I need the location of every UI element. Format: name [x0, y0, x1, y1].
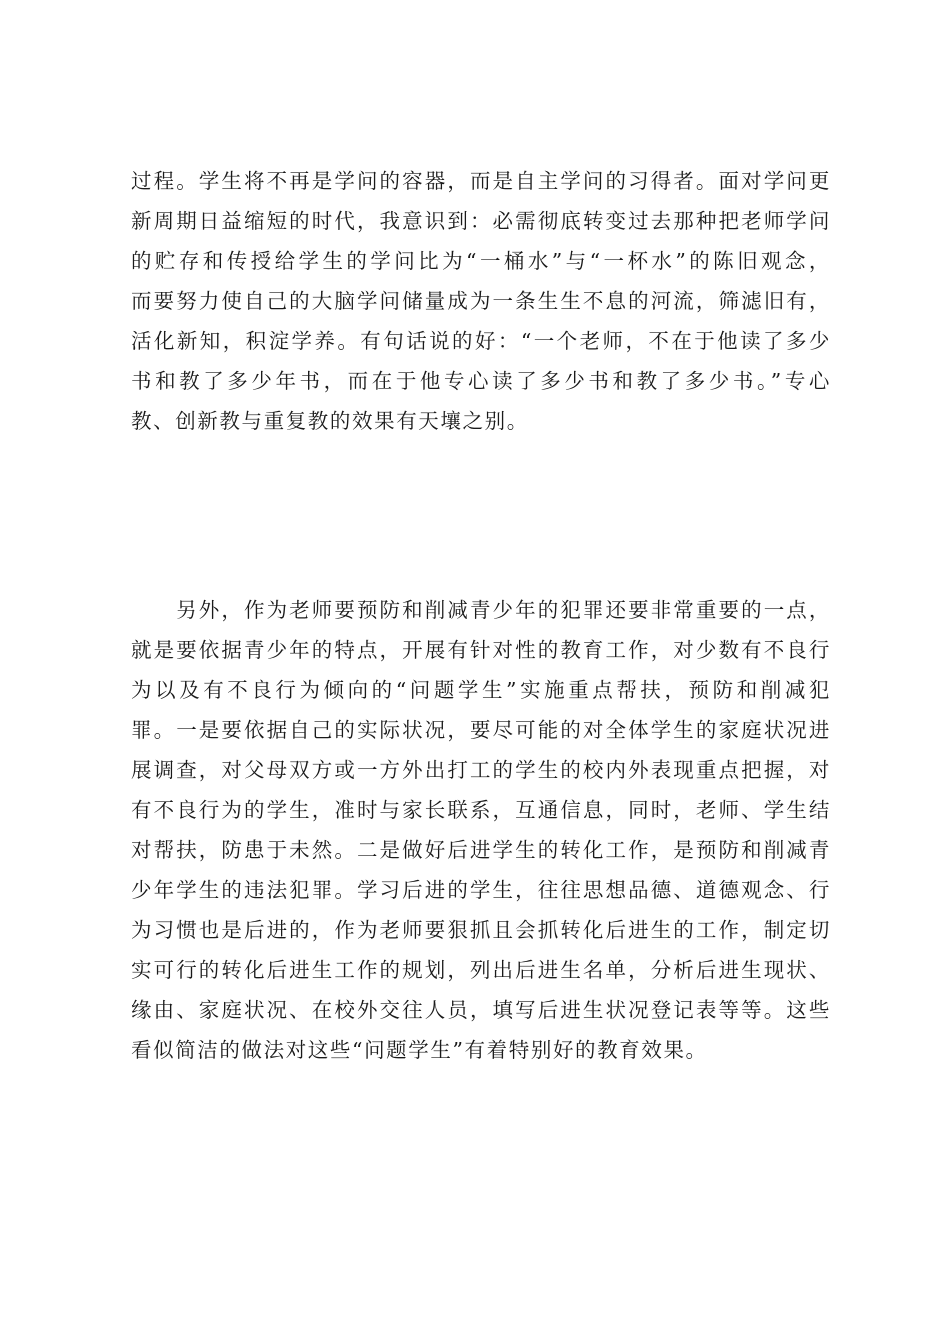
text-line: 罪。一是要依据自己的实际状况，要尽可能的对全体学生的家庭状况进 — [131, 718, 831, 742]
text-line: 的贮存和传授给学生的学问比为“一桶水”与“一杯水”的陈旧观念， — [131, 249, 831, 273]
text-line: 新周期日益缩短的时代，我意识到：必需彻底转变过去那种把老师学问 — [131, 209, 831, 233]
text-line: 缘由、家庭状况、在校外交往人员，填写后进生状况登记表等等。这些 — [131, 998, 831, 1022]
text-line: 为习惯也是后进的，作为老师要狠抓且会抓转化后进生的工作，制定切 — [131, 918, 831, 942]
paragraph-teacher-knowledge — [131, 161, 831, 441]
text-line: 就是要依据青少年的特点，开展有针对性的教育工作，对少数有不良行 — [131, 638, 831, 662]
text-line: 书和教了多少年书，而在于他专心读了多少书和教了多少书。”专心 — [131, 369, 831, 393]
text-line: 对帮扶，防患于未然。二是做好后进学生的转化工作，是预防和削减青 — [131, 838, 831, 862]
text-line: 有不良行为的学生，准时与家长联系，互通信息，同时，老师、学生结 — [131, 798, 831, 822]
text-line: 看似简洁的做法对这些“问题学生”有着特别好的教育效果。 — [131, 1038, 708, 1062]
text-line: 展调查，对父母双方或一方外出打工的学生的校内外表现重点把握，对 — [131, 758, 831, 782]
text-line: 活化新知，积淀学养。有句话说的好：“一个老师，不在于他读了多少 — [131, 329, 831, 353]
text-line: 为以及有不良行为倾向的“问题学生”实施重点帮扶，预防和削减犯 — [131, 678, 831, 702]
text-line: 实可行的转化后进生工作的规划，列出后进生名单，分析后进生现状、 — [131, 958, 831, 982]
text-line: 而要努力使自己的大脑学问储量成为一条生生不息的河流，筛滤旧有， — [131, 289, 831, 313]
paragraph-crime-prevention — [131, 590, 831, 1070]
text-line: 过程。学生将不再是学问的容器，而是自主学问的习得者。面对学问更 — [131, 169, 831, 193]
text-line: 教、创新教与重复教的效果有天壤之别。 — [131, 409, 529, 433]
text-line: 少年学生的违法犯罪。学习后进的学生，往往思想品德、道德观念、行 — [131, 878, 831, 902]
text-line: 另外，作为老师要预防和削减青少年的犯罪还要非常重要的一点， — [131, 598, 831, 622]
